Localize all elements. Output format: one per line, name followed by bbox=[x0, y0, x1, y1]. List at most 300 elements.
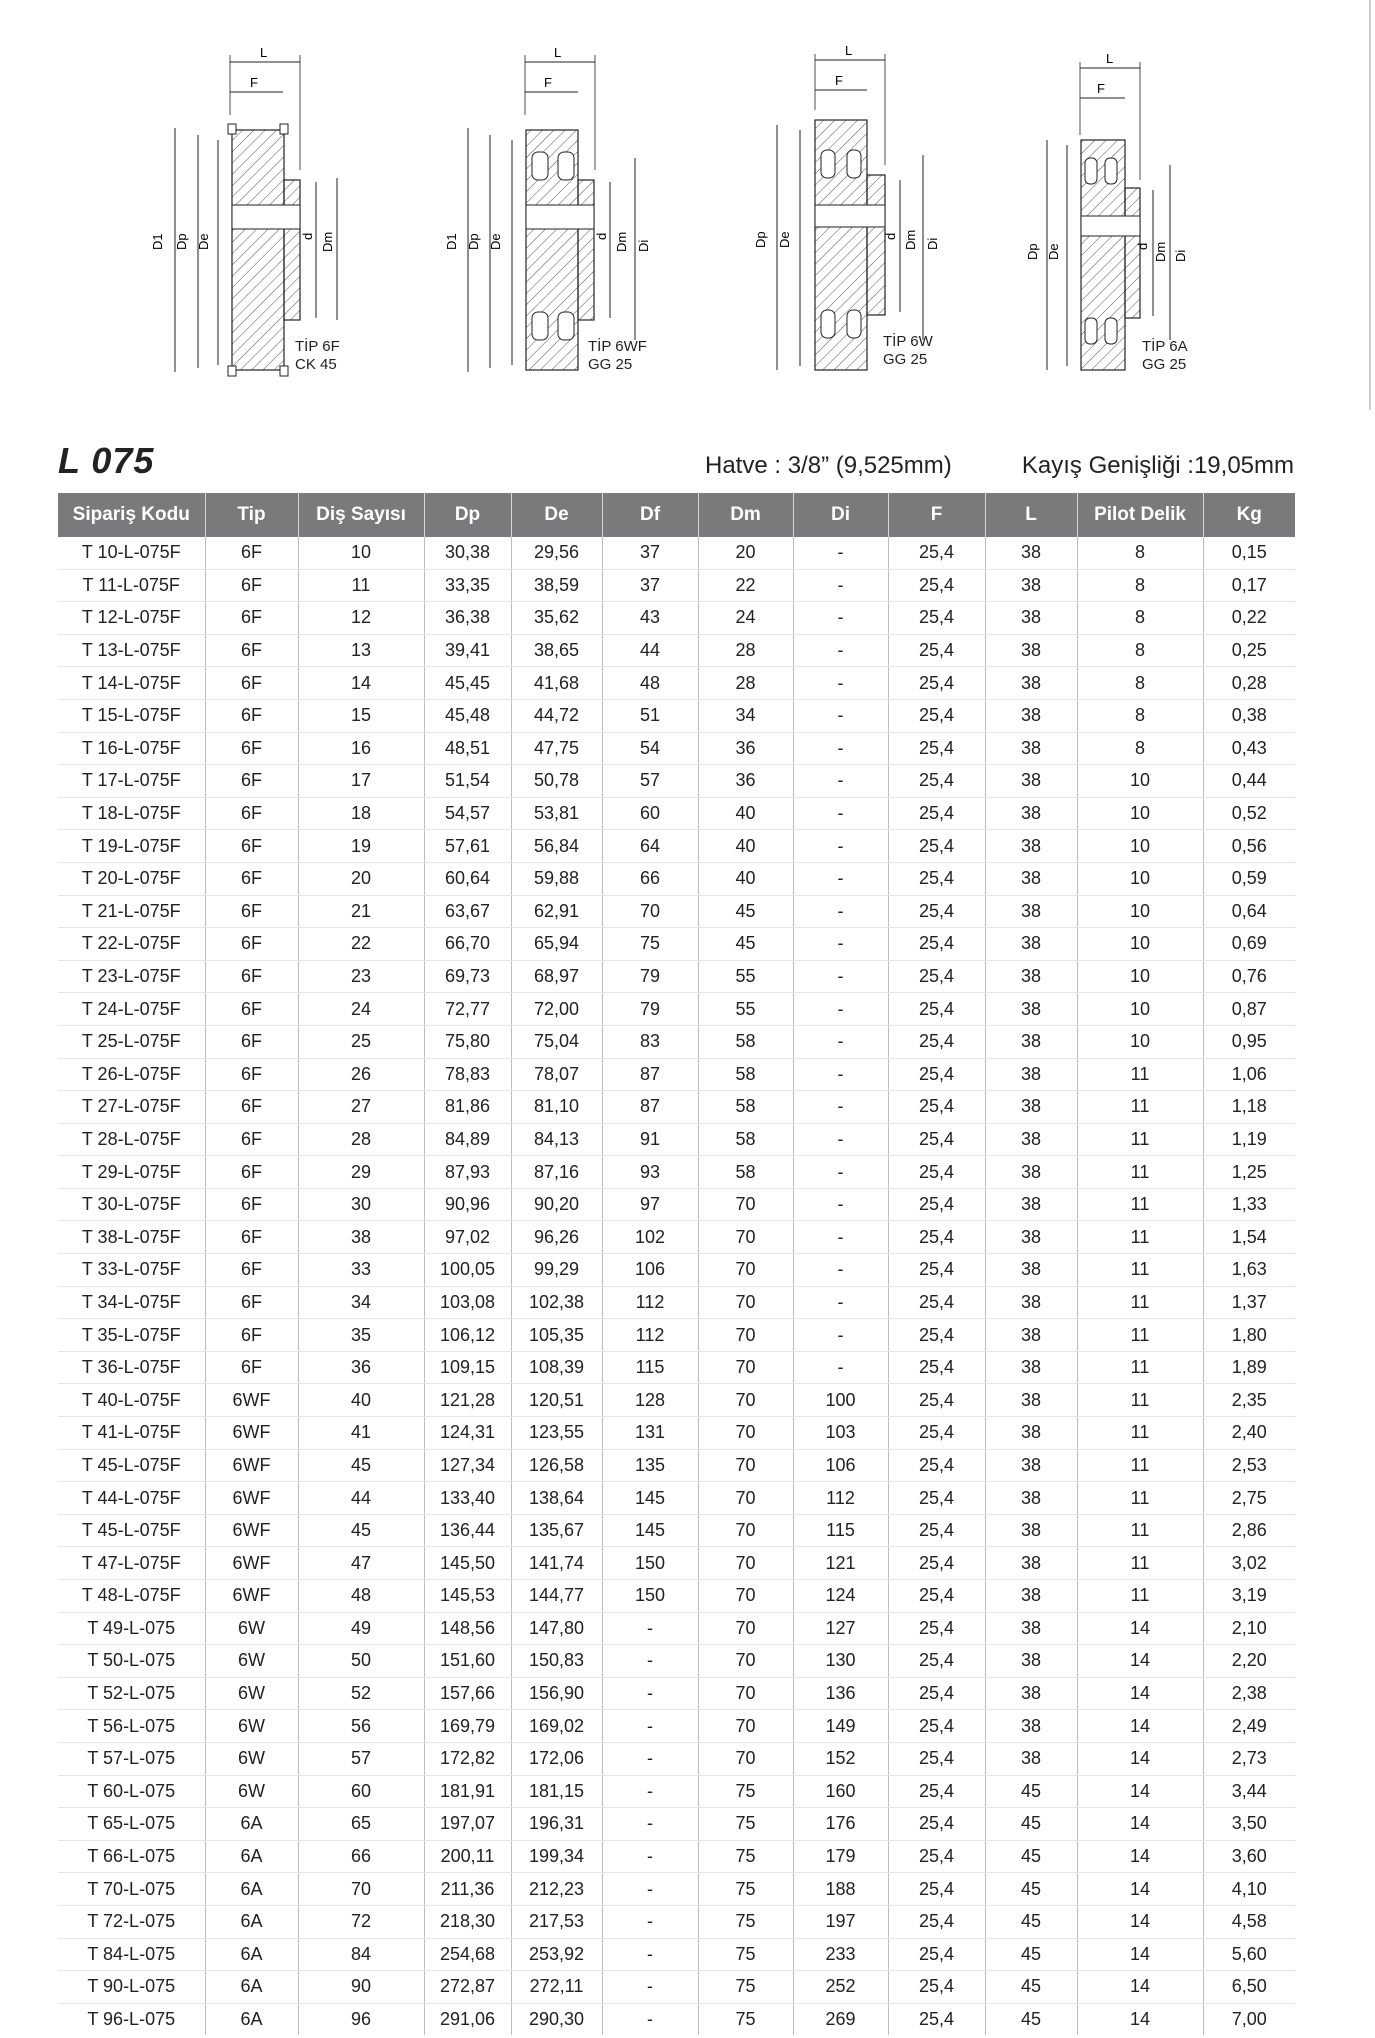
table-cell: - bbox=[793, 797, 888, 830]
table-cell: 169,79 bbox=[424, 1710, 511, 1743]
table-cell: 11 bbox=[1077, 1417, 1203, 1450]
table-cell: T 56-L-075 bbox=[58, 1710, 205, 1743]
table-cell: 100,05 bbox=[424, 1254, 511, 1287]
table-cell: T 84-L-075 bbox=[58, 1938, 205, 1971]
table-cell: 156,90 bbox=[511, 1677, 602, 1710]
table-cell: 1,06 bbox=[1203, 1058, 1295, 1091]
column-header: Pilot Delik bbox=[1077, 493, 1203, 537]
table-cell: - bbox=[793, 1188, 888, 1221]
table-cell: 6F bbox=[205, 1286, 298, 1319]
table-cell: 38 bbox=[985, 960, 1077, 993]
table-cell: 25,4 bbox=[888, 569, 985, 602]
table-cell: 25,4 bbox=[888, 1319, 985, 1352]
table-cell: 6A bbox=[205, 1808, 298, 1841]
table-cell: 48 bbox=[602, 667, 698, 700]
table-cell: 10 bbox=[1077, 797, 1203, 830]
table-cell: 2,38 bbox=[1203, 1677, 1295, 1710]
table-cell: 75,04 bbox=[511, 1025, 602, 1058]
table-row bbox=[58, 1873, 1295, 1906]
table-cell: - bbox=[602, 1775, 698, 1808]
table-cell: 41 bbox=[298, 1417, 424, 1450]
table-cell: 38 bbox=[985, 1188, 1077, 1221]
table-cell: 25,4 bbox=[888, 1905, 985, 1938]
table-cell: 1,19 bbox=[1203, 1123, 1295, 1156]
dim-f-label: F bbox=[544, 75, 552, 90]
table-cell: T 66-L-075 bbox=[58, 1840, 205, 1873]
dim-d-label: d bbox=[300, 232, 315, 240]
table-cell: 112 bbox=[793, 1482, 888, 1515]
table-cell: 38 bbox=[985, 895, 1077, 928]
table-cell: 10 bbox=[1077, 765, 1203, 798]
table-cell: 79 bbox=[602, 993, 698, 1026]
table-cell: 14 bbox=[1077, 2003, 1203, 2035]
table-cell: 25,4 bbox=[888, 732, 985, 765]
dim-f-label: F bbox=[835, 73, 843, 88]
table-row bbox=[58, 602, 1295, 635]
table-cell: T 41-L-075F bbox=[58, 1417, 205, 1450]
table-cell: 25,4 bbox=[888, 1547, 985, 1580]
table-cell: 253,92 bbox=[511, 1938, 602, 1971]
column-header: Sipariş Kodu bbox=[58, 493, 205, 537]
table-cell: 115 bbox=[602, 1351, 698, 1384]
table-cell: 3,19 bbox=[1203, 1580, 1295, 1613]
table-cell: 6WF bbox=[205, 1514, 298, 1547]
table-cell: 37 bbox=[602, 537, 698, 569]
table-cell: 103 bbox=[793, 1417, 888, 1450]
table-row bbox=[58, 1938, 1295, 1971]
table-row bbox=[58, 1156, 1295, 1189]
table-cell: 11 bbox=[1077, 1058, 1203, 1091]
table-cell: 59,88 bbox=[511, 862, 602, 895]
table-cell: 6A bbox=[205, 1840, 298, 1873]
table-cell: 38,59 bbox=[511, 569, 602, 602]
table-cell: 70 bbox=[698, 1677, 793, 1710]
table-cell: 136 bbox=[793, 1677, 888, 1710]
dim-de-label: De bbox=[196, 233, 211, 250]
table-cell: T 23-L-075F bbox=[58, 960, 205, 993]
table-cell: - bbox=[793, 1254, 888, 1287]
table-row bbox=[58, 1482, 1295, 1515]
table-cell: 66,70 bbox=[424, 928, 511, 961]
table-cell: 4,10 bbox=[1203, 1873, 1295, 1906]
table-cell: 1,18 bbox=[1203, 1091, 1295, 1124]
table-cell: 65 bbox=[298, 1808, 424, 1841]
table-cell: 126,58 bbox=[511, 1449, 602, 1482]
table-cell: 23 bbox=[298, 960, 424, 993]
table-cell: 105,35 bbox=[511, 1319, 602, 1352]
table-cell: T 11-L-075F bbox=[58, 569, 205, 602]
table-cell: 45 bbox=[985, 2003, 1077, 2035]
table-cell: 0,69 bbox=[1203, 928, 1295, 961]
table-cell: 103,08 bbox=[424, 1286, 511, 1319]
table-cell: 25,4 bbox=[888, 895, 985, 928]
table-row bbox=[58, 830, 1295, 863]
table-cell: 6WF bbox=[205, 1449, 298, 1482]
table-cell: 11 bbox=[1077, 1449, 1203, 1482]
table-cell: 0,15 bbox=[1203, 537, 1295, 569]
table-cell: - bbox=[793, 830, 888, 863]
table-cell: 48 bbox=[298, 1580, 424, 1613]
table-cell: 24 bbox=[698, 602, 793, 635]
type-label: TİP 6A bbox=[1142, 338, 1188, 355]
table-cell: 8 bbox=[1077, 602, 1203, 635]
table-cell: - bbox=[602, 1938, 698, 1971]
dim-de-label: De bbox=[488, 233, 503, 250]
table-cell: 25,4 bbox=[888, 1188, 985, 1221]
table-cell: 63,67 bbox=[424, 895, 511, 928]
table-cell: 70 bbox=[698, 1514, 793, 1547]
table-cell: 58 bbox=[698, 1091, 793, 1124]
table-cell: 40 bbox=[298, 1384, 424, 1417]
table-cell: 33 bbox=[298, 1254, 424, 1287]
table-row bbox=[58, 895, 1295, 928]
table-cell: 6F bbox=[205, 1188, 298, 1221]
table-cell: 6WF bbox=[205, 1482, 298, 1515]
table-cell: 149 bbox=[793, 1710, 888, 1743]
dim-d1-label: D1 bbox=[444, 233, 459, 250]
table-cell: 62,91 bbox=[511, 895, 602, 928]
table-cell: 6F bbox=[205, 602, 298, 635]
table-cell: 84,89 bbox=[424, 1123, 511, 1156]
table-row bbox=[58, 537, 1295, 569]
table-cell: 25,4 bbox=[888, 699, 985, 732]
table-cell: 6WF bbox=[205, 1580, 298, 1613]
table-cell: 38 bbox=[985, 765, 1077, 798]
table-cell: T 29-L-075F bbox=[58, 1156, 205, 1189]
table-cell: 68,97 bbox=[511, 960, 602, 993]
table-row bbox=[58, 732, 1295, 765]
table-cell: 28 bbox=[698, 667, 793, 700]
table-row bbox=[58, 1417, 1295, 1450]
table-cell: 38 bbox=[985, 1058, 1077, 1091]
table-cell: 290,30 bbox=[511, 2003, 602, 2035]
table-cell: - bbox=[793, 1091, 888, 1124]
table-cell: 0,43 bbox=[1203, 732, 1295, 765]
table-row bbox=[58, 1319, 1295, 1352]
table-cell: 181,15 bbox=[511, 1775, 602, 1808]
table-cell: 29,56 bbox=[511, 537, 602, 569]
table-cell: 70 bbox=[698, 1188, 793, 1221]
material-label: CK 45 bbox=[295, 356, 337, 373]
table-cell: T 33-L-075F bbox=[58, 1254, 205, 1287]
table-cell: 11 bbox=[1077, 1091, 1203, 1124]
table-cell: 70 bbox=[698, 1645, 793, 1678]
table-cell: 0,52 bbox=[1203, 797, 1295, 830]
table-cell: 0,28 bbox=[1203, 667, 1295, 700]
dim-di-label: Di bbox=[925, 237, 940, 250]
table-cell: 6F bbox=[205, 732, 298, 765]
table-cell: 70 bbox=[698, 1710, 793, 1743]
table-cell: - bbox=[793, 1221, 888, 1254]
table-row bbox=[58, 1514, 1295, 1547]
table-cell: 45 bbox=[985, 1873, 1077, 1906]
column-header: F bbox=[888, 493, 985, 537]
table-cell: 1,33 bbox=[1203, 1188, 1295, 1221]
type-label: TİP 6W bbox=[883, 333, 933, 350]
table-cell: 38,65 bbox=[511, 634, 602, 667]
table-cell: T 72-L-075 bbox=[58, 1905, 205, 1938]
table-row bbox=[58, 1188, 1295, 1221]
table-cell: 102 bbox=[602, 1221, 698, 1254]
table-cell: 172,06 bbox=[511, 1742, 602, 1775]
table-cell: 45 bbox=[985, 1840, 1077, 1873]
table-cell: 6F bbox=[205, 895, 298, 928]
table-cell: T 48-L-075F bbox=[58, 1580, 205, 1613]
pulley-6f-drawing bbox=[140, 40, 390, 380]
table-cell: T 38-L-075F bbox=[58, 1221, 205, 1254]
table-cell: 25,4 bbox=[888, 1254, 985, 1287]
table-row bbox=[58, 1612, 1295, 1645]
table-cell: 123,55 bbox=[511, 1417, 602, 1450]
table-cell: T 36-L-075F bbox=[58, 1351, 205, 1384]
table-cell: 0,38 bbox=[1203, 699, 1295, 732]
table-cell: 6W bbox=[205, 1645, 298, 1678]
table-cell: 70 bbox=[698, 1580, 793, 1613]
table-cell: 25,4 bbox=[888, 1971, 985, 2004]
table-cell: 138,64 bbox=[511, 1482, 602, 1515]
table-cell: - bbox=[793, 765, 888, 798]
table-cell: 6F bbox=[205, 1319, 298, 1352]
table-cell: 38 bbox=[985, 1449, 1077, 1482]
table-cell: - bbox=[793, 537, 888, 569]
dim-dp-label: Dp bbox=[753, 231, 768, 248]
table-cell: 58 bbox=[698, 1025, 793, 1058]
table-cell: 8 bbox=[1077, 699, 1203, 732]
table-cell: 6F bbox=[205, 1058, 298, 1091]
table-cell: T 34-L-075F bbox=[58, 1286, 205, 1319]
type-label: TİP 6F bbox=[295, 338, 340, 355]
table-cell: 45,45 bbox=[424, 667, 511, 700]
table-cell: 75 bbox=[698, 1938, 793, 1971]
table-cell: 121,28 bbox=[424, 1384, 511, 1417]
table-cell: 145 bbox=[602, 1482, 698, 1515]
table-cell: 14 bbox=[1077, 1775, 1203, 1808]
table-cell: 11 bbox=[1077, 1319, 1203, 1352]
table-cell: T 13-L-075F bbox=[58, 634, 205, 667]
table-cell: 75 bbox=[698, 1808, 793, 1841]
table-cell: 25,4 bbox=[888, 1840, 985, 1873]
table-cell: 70 bbox=[698, 1384, 793, 1417]
table-cell: - bbox=[793, 1025, 888, 1058]
table-cell: 57 bbox=[602, 765, 698, 798]
table-cell: 197 bbox=[793, 1905, 888, 1938]
pitch-info: Hatve : 3/8” (9,525mm) bbox=[705, 452, 952, 479]
table-cell: 25,4 bbox=[888, 1873, 985, 1906]
table-cell: 0,59 bbox=[1203, 862, 1295, 895]
table-cell: 38 bbox=[985, 1514, 1077, 1547]
table-cell: - bbox=[793, 732, 888, 765]
table-cell: 33,35 bbox=[424, 569, 511, 602]
table-cell: 45 bbox=[985, 1808, 1077, 1841]
table-cell: 2,10 bbox=[1203, 1612, 1295, 1645]
dim-dp-label: Dp bbox=[466, 233, 481, 250]
table-cell: 70 bbox=[698, 1547, 793, 1580]
column-header: De bbox=[511, 493, 602, 537]
table-cell: 44,72 bbox=[511, 699, 602, 732]
table-cell: 30,38 bbox=[424, 537, 511, 569]
table-cell: 38 bbox=[985, 1417, 1077, 1450]
dim-d-label: d bbox=[883, 232, 898, 240]
table-cell: 25,4 bbox=[888, 1482, 985, 1515]
table-cell: 45,48 bbox=[424, 699, 511, 732]
table-cell: 6F bbox=[205, 1123, 298, 1156]
table-cell: 38 bbox=[985, 1612, 1077, 1645]
dim-di-label: Di bbox=[1173, 249, 1188, 262]
table-cell: 0,76 bbox=[1203, 960, 1295, 993]
table-cell: - bbox=[602, 1612, 698, 1645]
dim-de-label: De bbox=[777, 231, 792, 248]
table-cell: 0,25 bbox=[1203, 634, 1295, 667]
table-row bbox=[58, 1580, 1295, 1613]
table-cell: 6F bbox=[205, 765, 298, 798]
table-row bbox=[58, 1025, 1295, 1058]
table-cell: 3,02 bbox=[1203, 1547, 1295, 1580]
table-cell: 25,4 bbox=[888, 928, 985, 961]
table-cell: T 15-L-075F bbox=[58, 699, 205, 732]
table-header-row bbox=[58, 493, 1295, 537]
table-cell: 51 bbox=[602, 699, 698, 732]
table-cell: 11 bbox=[298, 569, 424, 602]
table-cell: - bbox=[793, 602, 888, 635]
table-cell: 38 bbox=[985, 993, 1077, 1026]
table-cell: 75,80 bbox=[424, 1025, 511, 1058]
table-cell: 11 bbox=[1077, 1514, 1203, 1547]
table-cell: 109,15 bbox=[424, 1351, 511, 1384]
table-cell: T 57-L-075 bbox=[58, 1742, 205, 1775]
table-cell: 56,84 bbox=[511, 830, 602, 863]
table-cell: 25,4 bbox=[888, 2003, 985, 2035]
drawing-type-6wf bbox=[440, 40, 690, 380]
table-cell: 25,4 bbox=[888, 1449, 985, 1482]
table-cell: 48,51 bbox=[424, 732, 511, 765]
table-cell: 35 bbox=[298, 1319, 424, 1352]
pulley-6a-drawing bbox=[1025, 40, 1275, 380]
table-cell: 27 bbox=[298, 1091, 424, 1124]
table-cell: 0,17 bbox=[1203, 569, 1295, 602]
table-cell: - bbox=[793, 895, 888, 928]
table-cell: 2,35 bbox=[1203, 1384, 1295, 1417]
table-cell: 99,29 bbox=[511, 1254, 602, 1287]
table-row bbox=[58, 1058, 1295, 1091]
table-cell: 70 bbox=[698, 1286, 793, 1319]
table-cell: 38 bbox=[985, 1091, 1077, 1124]
table-cell: 0,56 bbox=[1203, 830, 1295, 863]
table-cell: 50,78 bbox=[511, 765, 602, 798]
table-row bbox=[58, 1840, 1295, 1873]
table-cell: - bbox=[793, 928, 888, 961]
table-cell: 25,4 bbox=[888, 634, 985, 667]
table-cell: 87 bbox=[602, 1058, 698, 1091]
table-cell: 60 bbox=[602, 797, 698, 830]
table-cell: 38 bbox=[985, 1482, 1077, 1515]
table-cell: 145 bbox=[602, 1514, 698, 1547]
table-cell: 10 bbox=[1077, 928, 1203, 961]
table-cell: 130 bbox=[793, 1645, 888, 1678]
table-cell: 10 bbox=[298, 537, 424, 569]
table-cell: 55 bbox=[698, 960, 793, 993]
table-cell: 124,31 bbox=[424, 1417, 511, 1450]
table-row bbox=[58, 1905, 1295, 1938]
table-cell: 25,4 bbox=[888, 1384, 985, 1417]
dim-dp-label: Dp bbox=[1025, 243, 1040, 260]
table-cell: 70 bbox=[698, 1482, 793, 1515]
table-cell: - bbox=[793, 667, 888, 700]
table-cell: 196,31 bbox=[511, 1808, 602, 1841]
column-header: Di bbox=[793, 493, 888, 537]
table-cell: T 10-L-075F bbox=[58, 537, 205, 569]
table-cell: 38 bbox=[985, 537, 1077, 569]
table-cell: - bbox=[793, 1286, 888, 1319]
table-cell: 11 bbox=[1077, 1254, 1203, 1287]
table-cell: 38 bbox=[985, 1384, 1077, 1417]
table-cell: T 14-L-075F bbox=[58, 667, 205, 700]
table-cell: 6F bbox=[205, 1025, 298, 1058]
table-row bbox=[58, 1645, 1295, 1678]
table-cell: 78,07 bbox=[511, 1058, 602, 1091]
table-cell: 81,86 bbox=[424, 1091, 511, 1124]
table-cell: 75 bbox=[698, 1873, 793, 1906]
table-cell: 6A bbox=[205, 1971, 298, 2004]
table-cell: - bbox=[793, 634, 888, 667]
table-cell: - bbox=[602, 1840, 698, 1873]
table-row bbox=[58, 2003, 1295, 2035]
table-cell: 6A bbox=[205, 1938, 298, 1971]
table-cell: 3,50 bbox=[1203, 1808, 1295, 1841]
table-cell: 10 bbox=[1077, 960, 1203, 993]
table-cell: 47,75 bbox=[511, 732, 602, 765]
table-cell: 6W bbox=[205, 1742, 298, 1775]
table-cell: 127 bbox=[793, 1612, 888, 1645]
table-cell: 38 bbox=[985, 1254, 1077, 1287]
table-cell: T 47-L-075F bbox=[58, 1547, 205, 1580]
table-cell: 38 bbox=[985, 1645, 1077, 1678]
table-cell: T 27-L-075F bbox=[58, 1091, 205, 1124]
table-cell: 24 bbox=[298, 993, 424, 1026]
table-cell: 11 bbox=[1077, 1123, 1203, 1156]
table-cell: 291,06 bbox=[424, 2003, 511, 2035]
table-cell: 212,23 bbox=[511, 1873, 602, 1906]
dim-dm-label: Dm bbox=[320, 231, 335, 252]
table-cell: 188 bbox=[793, 1873, 888, 1906]
table-cell: 56 bbox=[298, 1710, 424, 1743]
table-cell: 1,54 bbox=[1203, 1221, 1295, 1254]
table-cell: 70 bbox=[698, 1417, 793, 1450]
table-cell: 14 bbox=[298, 667, 424, 700]
table-cell: 6F bbox=[205, 862, 298, 895]
table-cell: 38 bbox=[985, 1677, 1077, 1710]
table-cell: 10 bbox=[1077, 830, 1203, 863]
table-cell: 25,4 bbox=[888, 1156, 985, 1189]
table-cell: T 28-L-075F bbox=[58, 1123, 205, 1156]
table-cell: 90,96 bbox=[424, 1188, 511, 1221]
table-cell: 112 bbox=[602, 1319, 698, 1352]
table-cell: 6F bbox=[205, 667, 298, 700]
table-cell: 22 bbox=[698, 569, 793, 602]
dim-di-label: Di bbox=[636, 239, 651, 252]
table-cell: 35,62 bbox=[511, 602, 602, 635]
table-cell: 72,77 bbox=[424, 993, 511, 1026]
table-cell: 54 bbox=[602, 732, 698, 765]
table-cell: 75 bbox=[698, 1775, 793, 1808]
table-cell: 58 bbox=[698, 1156, 793, 1189]
table-cell: 25,4 bbox=[888, 862, 985, 895]
table-cell: 20 bbox=[298, 862, 424, 895]
table-cell: 66 bbox=[298, 1840, 424, 1873]
table-row bbox=[58, 1254, 1295, 1287]
table-cell: 25,4 bbox=[888, 797, 985, 830]
table-cell: - bbox=[793, 1319, 888, 1352]
table-cell: 25,4 bbox=[888, 1645, 985, 1678]
